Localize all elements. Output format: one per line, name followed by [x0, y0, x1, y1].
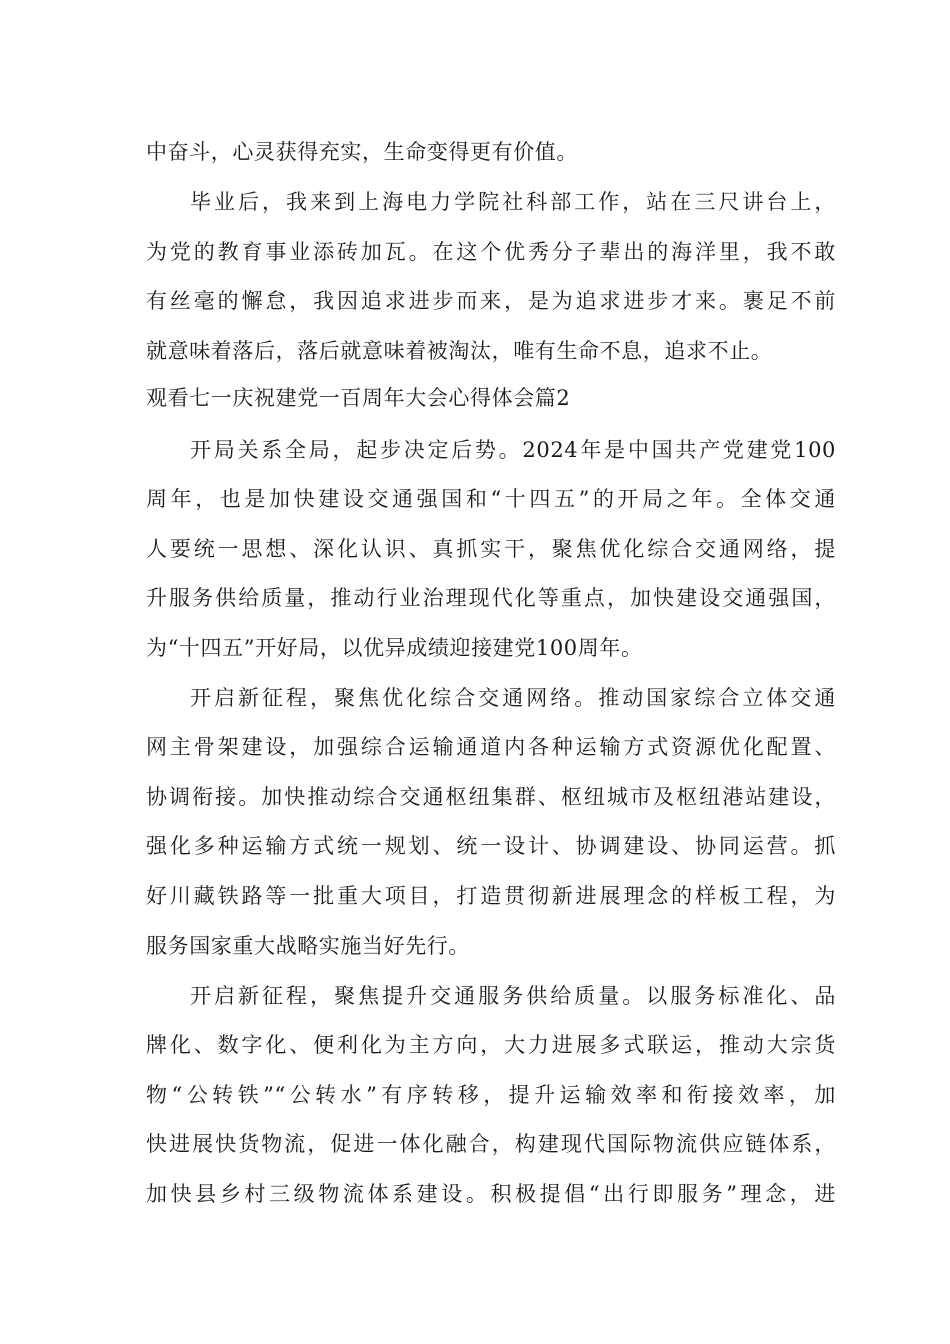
- text-line: 有丝毫的懈怠，我因追求进步而来，是为追求进步才来。裹足不前: [146, 289, 836, 313]
- paragraph-first-line: 开局关系全局，起步决定后势。2024年是中国共产党建党100: [190, 438, 836, 462]
- text-line: 协调衔接。加快推动综合交通枢纽集群、枢纽城市及枢纽港站建设，: [146, 785, 836, 809]
- text-line: 网主骨架建设，加强综合运输通道内各种运输方式资源优化配置、: [146, 735, 836, 759]
- text-line: 牌化、数字化、便利化为主方向，大力进展多式联运，推动大宗货: [146, 1033, 836, 1057]
- text-line: 中奋斗，心灵获得充实，生命变得更有价值。: [146, 140, 578, 164]
- text-line: 为党的教育事业添砖加瓦。在这个优秀分子辈出的海洋里，我不敢: [146, 240, 836, 264]
- paragraph-first-line: 开启新征程，聚焦提升交通服务供给质量。以服务标准化、品: [190, 984, 836, 1008]
- text-line: 人要统一思想、深化认识、真抓实干，聚焦优化综合交通网络，提: [146, 537, 836, 561]
- text-line: 快进展快货物流，促进一体化融合，构建现代国际物流供应链体系，: [146, 1132, 836, 1156]
- text-line: 加快县乡村三级物流体系建设。积极提倡“出行即服务”理念，进: [146, 1182, 836, 1206]
- text-line: 强化多种运输方式统一规划、统一设计、协调建设、协同运营。抓: [146, 834, 836, 858]
- paragraph-first-line: 毕业后，我来到上海电力学院社科部工作，站在三尺讲台上，: [190, 190, 836, 214]
- section-heading: 观看七一庆祝建党一百周年大会心得体会篇2: [146, 386, 571, 410]
- text-line: 周年，也是加快建设交通强国和“十四五”的开局之年。全体交通: [146, 487, 836, 511]
- paragraph-first-line: 开启新征程，聚焦优化综合交通网络。推动国家综合立体交通: [190, 686, 836, 710]
- text-line: 为“十四五”开好局，以优异成绩迎接建党100周年。: [146, 636, 643, 660]
- text-line: 就意味着落后，落后就意味着被淘汰，唯有生命不息，追求不止。: [146, 339, 773, 363]
- text-line: 服务国家重大战略实施当好先行。: [146, 934, 470, 958]
- text-line: 物“公转铁”“公转水”有序转移，提升运输效率和衔接效率，加: [146, 1083, 836, 1107]
- text-line: 好川藏铁路等一批重大项目，打造贯彻新进展理念的样板工程，为: [146, 884, 836, 908]
- text-line: 升服务供给质量，推动行业治理现代化等重点，加快建设交通强国，: [146, 586, 836, 610]
